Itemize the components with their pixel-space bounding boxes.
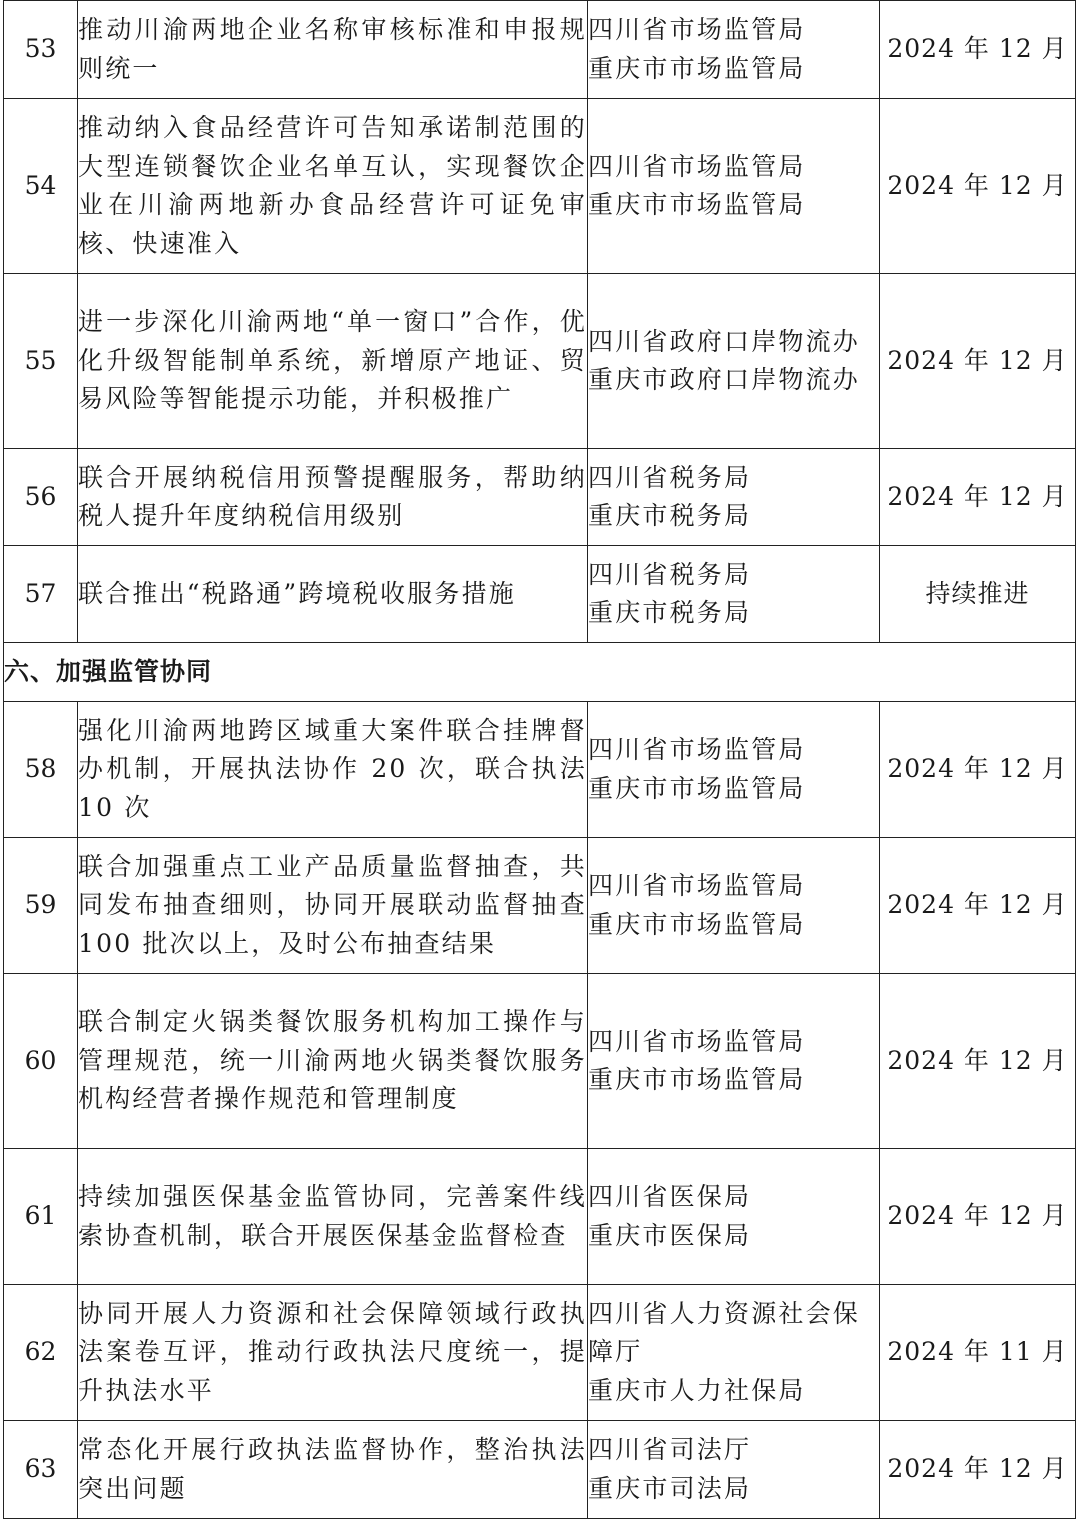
deadline: 2024 年 12 月 bbox=[880, 974, 1076, 1149]
department-line: 四川省税务局 bbox=[588, 559, 752, 589]
table-row bbox=[4, 1, 1076, 99]
task-description: 联合开展纳税信用预警提醒服务，帮助纳税人提升年度纳税信用级别 bbox=[78, 449, 588, 546]
task-description: 联合推出“税路通”跨境税收服务措施 bbox=[78, 546, 588, 643]
department-line: 重庆市税务局 bbox=[588, 501, 752, 530]
row-number: 56 bbox=[4, 449, 78, 546]
deadline: 2024 年 12 月 bbox=[880, 702, 1076, 838]
task-description: 常态化开展行政执法监督协作，整治执法突出问题 bbox=[78, 1421, 588, 1519]
department-line: 四川省政府口岸物流办 bbox=[588, 326, 861, 356]
task-description: 推动纳入食品经营许可告知承诺制范围的大型连锁餐饮企业名单互认，实现餐饮企业在川渝两地新办食品经营许可证免审核、快速准入 bbox=[78, 99, 588, 274]
responsible-departments bbox=[588, 974, 880, 1149]
row-number: 53 bbox=[4, 1, 78, 99]
department-line: 重庆市司法局 bbox=[588, 1473, 752, 1503]
deadline: 2024 年 12 月 bbox=[880, 1, 1076, 99]
department-line: 重庆市医保局 bbox=[588, 1220, 752, 1250]
department-line: 重庆市市场监管局 bbox=[588, 53, 806, 83]
deadline: 2024 年 12 月 bbox=[880, 1421, 1076, 1519]
task-description: 推动川渝两地企业名称审核标准和申报规则统一 bbox=[78, 1, 588, 99]
row-number: 59 bbox=[4, 838, 78, 974]
responsible-departments bbox=[588, 1, 880, 99]
row-number: 61 bbox=[4, 1149, 78, 1285]
table-row bbox=[4, 1285, 1076, 1421]
deadline: 2024 年 11 月 bbox=[880, 1285, 1076, 1421]
deadline: 2024 年 12 月 bbox=[880, 838, 1076, 974]
table-row bbox=[4, 449, 1076, 546]
department-line: 四川省人力资源社会保障厅 bbox=[588, 1298, 861, 1367]
department-line: 四川省市场监管局 bbox=[588, 1026, 806, 1056]
deadline: 2024 年 12 月 bbox=[880, 449, 1076, 546]
department-line: 四川省市场监管局 bbox=[588, 735, 806, 764]
department-line: 四川省市场监管局 bbox=[588, 15, 806, 44]
row-number: 63 bbox=[4, 1421, 78, 1519]
deadline: 2024 年 12 月 bbox=[880, 99, 1076, 274]
responsible-departments bbox=[588, 449, 880, 546]
task-description: 持续加强医保基金监管协同，完善案件线索协查机制，联合开展医保基金监督检查 bbox=[78, 1149, 588, 1285]
row-number: 55 bbox=[4, 274, 78, 449]
table-row bbox=[4, 99, 1076, 274]
deadline: 2024 年 12 月 bbox=[880, 1149, 1076, 1285]
table-row bbox=[4, 274, 1076, 449]
policy-table bbox=[3, 0, 1076, 1519]
responsible-departments bbox=[588, 1421, 880, 1519]
table-row bbox=[4, 546, 1076, 643]
responsible-departments bbox=[588, 546, 880, 643]
row-number: 57 bbox=[4, 546, 78, 643]
task-description: 联合制定火锅类餐饮服务机构加工操作与管理规范，统一川渝两地火锅类餐饮服务机构经营者操作规范和管理制度 bbox=[78, 974, 588, 1149]
table-row bbox=[4, 838, 1076, 974]
task-description: 强化川渝两地跨区域重大案件联合挂牌督办机制，开展执法协作 20 次，联合执法 10 次 bbox=[78, 702, 588, 838]
section-heading: 六、加强监管协同 bbox=[4, 643, 1076, 702]
responsible-departments bbox=[588, 838, 880, 974]
row-number: 60 bbox=[4, 974, 78, 1149]
row-number: 54 bbox=[4, 99, 78, 274]
department-line: 重庆市税务局 bbox=[588, 598, 752, 627]
task-description: 进一步深化川渝两地“单一窗口”合作，优化升级智能制单系统，新增原产地证、贸易风险等智能提示功能，并积极推广 bbox=[78, 274, 588, 449]
table-row bbox=[4, 702, 1076, 838]
department-line: 四川省税务局 bbox=[588, 462, 752, 492]
department-line: 四川省医保局 bbox=[588, 1182, 752, 1211]
deadline: 2024 年 12 月 bbox=[880, 274, 1076, 449]
department-line: 重庆市人力社保局 bbox=[588, 1375, 806, 1405]
table-row bbox=[4, 1149, 1076, 1285]
department-line: 四川省市场监管局 bbox=[588, 871, 806, 900]
department-line: 四川省司法厅 bbox=[588, 1435, 752, 1464]
department-line: 重庆市市场监管局 bbox=[588, 773, 806, 803]
department-line: 重庆市市场监管局 bbox=[588, 190, 806, 219]
task-description: 协同开展人力资源和社会保障领域行政执法案卷互评，推动行政执法尺度统一，提升执法水平 bbox=[78, 1285, 588, 1421]
department-line: 重庆市政府口岸物流办 bbox=[588, 365, 861, 394]
deadline: 持续推进 bbox=[880, 546, 1076, 643]
responsible-departments bbox=[588, 274, 880, 449]
department-line: 四川省市场监管局 bbox=[588, 151, 806, 181]
responsible-departments bbox=[588, 1285, 880, 1421]
department-line: 重庆市市场监管局 bbox=[588, 909, 806, 939]
department-line: 重庆市市场监管局 bbox=[588, 1065, 806, 1094]
section-header-row bbox=[4, 643, 1076, 702]
task-description: 联合加强重点工业产品质量监督抽查，共同发布抽查细则，协同开展联动监督抽查 100 批次以上，及时公布抽查结果 bbox=[78, 838, 588, 974]
row-number: 58 bbox=[4, 702, 78, 838]
row-number: 62 bbox=[4, 1285, 78, 1421]
responsible-departments bbox=[588, 1149, 880, 1285]
responsible-departments bbox=[588, 702, 880, 838]
table-row bbox=[4, 1421, 1076, 1519]
responsible-departments bbox=[588, 99, 880, 274]
table-row bbox=[4, 974, 1076, 1149]
